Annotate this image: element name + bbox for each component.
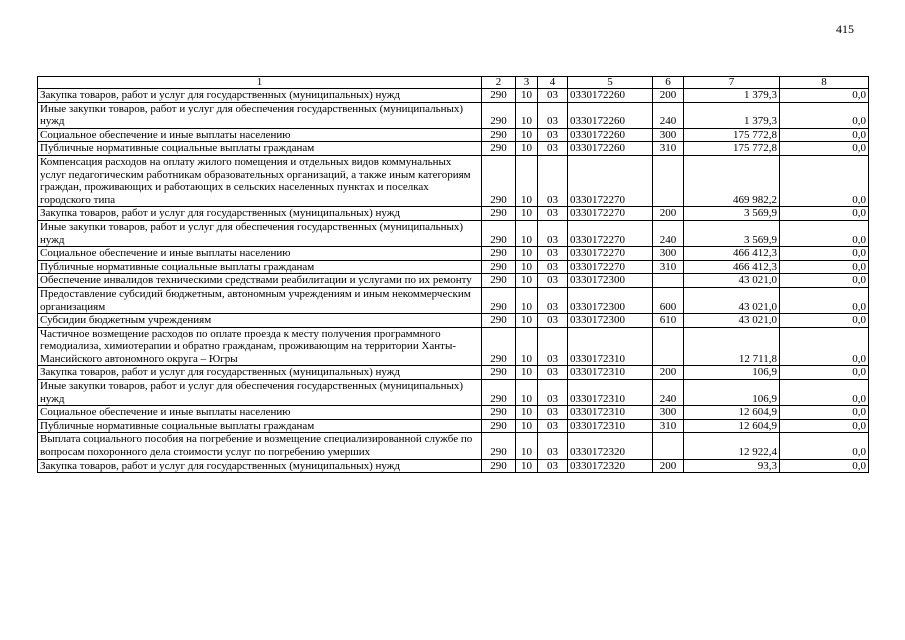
expense-type-cell: 240 [653,102,684,128]
ministry-code-cell: 290 [482,419,516,433]
section-code-cell: 10 [516,433,538,459]
expense-name-cell: Социальное обеспечение и иные выплаты населению [38,128,482,142]
header-row [38,77,869,89]
subsection-code-cell: 03 [538,419,568,433]
ministry-code-cell: 290 [482,314,516,328]
expense-type-cell: 310 [653,260,684,274]
target-article-cell: 0330172310 [568,366,653,380]
expense-name-cell: Иные закупки товаров, работ и услуг для обеспечения государственных (муниципальных) нужд [38,220,482,246]
expense-name-cell: Публичные нормативные социальные выплаты гражданам [38,260,482,274]
amount-cell: 3 569,9 [684,207,780,221]
expense-type-cell [653,327,684,366]
amount-cell: 12 604,9 [684,419,780,433]
section-code-cell: 10 [516,366,538,380]
expense-type-cell [653,433,684,459]
ministry-code-cell: 290 [482,155,516,206]
amount-2-cell: 0,0 [780,380,869,406]
amount-cell: 12 604,9 [684,406,780,420]
subsection-code-cell: 03 [538,142,568,156]
ministry-code-cell: 290 [482,128,516,142]
amount-2-cell: 0,0 [780,142,869,156]
expense-type-cell: 300 [653,406,684,420]
target-article-cell: 0330172310 [568,406,653,420]
table-row [38,260,869,274]
expense-name-cell: Предоставление субсидий бюджетным, автономным учреждениям и иным некоммерческим организациям [38,287,482,313]
ministry-code-cell: 290 [482,366,516,380]
table-row [38,247,869,261]
table-row [38,433,869,459]
target-article-cell: 0330172300 [568,314,653,328]
target-article-cell: 0330172270 [568,207,653,221]
ministry-code-cell: 290 [482,433,516,459]
amount-cell: 43 021,0 [684,274,780,288]
target-article-cell: 0330172310 [568,419,653,433]
table-row [38,220,869,246]
target-article-cell: 0330172260 [568,128,653,142]
subsection-code-cell: 03 [538,327,568,366]
section-code-cell: 10 [516,102,538,128]
ministry-code-cell: 290 [482,260,516,274]
target-article-cell: 0330172270 [568,155,653,206]
subsection-code-cell: 03 [538,287,568,313]
expense-name-cell: Закупка товаров, работ и услуг для государственных (муниципальных) нужд [38,89,482,103]
expense-type-cell: 610 [653,314,684,328]
expense-name-cell: Закупка товаров, работ и услуг для государственных (муниципальных) нужд [38,459,482,473]
ministry-code-cell: 290 [482,89,516,103]
amount-2-cell: 0,0 [780,287,869,313]
table-row [38,102,869,128]
amount-2-cell: 0,0 [780,406,869,420]
target-article-cell: 0330172300 [568,274,653,288]
target-article-cell: 0330172300 [568,287,653,313]
subsection-code-cell: 03 [538,314,568,328]
ministry-code-cell: 290 [482,220,516,246]
expense-type-cell: 310 [653,419,684,433]
section-code-cell: 10 [516,327,538,366]
expense-name-cell: Закупка товаров, работ и услуг для государственных (муниципальных) нужд [38,366,482,380]
amount-cell: 1 379,3 [684,89,780,103]
section-code-cell: 10 [516,314,538,328]
subsection-code-cell: 03 [538,128,568,142]
expense-type-cell: 200 [653,207,684,221]
table-row [38,380,869,406]
ministry-code-cell: 290 [482,327,516,366]
amount-cell: 43 021,0 [684,287,780,313]
amount-2-cell: 0,0 [780,327,869,366]
expense-type-cell: 200 [653,459,684,473]
subsection-code-cell: 03 [538,220,568,246]
subsection-code-cell: 03 [538,247,568,261]
table-row [38,314,869,328]
section-code-cell: 10 [516,459,538,473]
amount-cell: 12 922,4 [684,433,780,459]
target-article-cell: 0330172310 [568,380,653,406]
section-code-cell: 10 [516,247,538,261]
column-header: 6 [653,77,684,89]
expense-type-cell: 200 [653,89,684,103]
target-article-cell: 0330172260 [568,142,653,156]
section-code-cell: 10 [516,406,538,420]
ministry-code-cell: 290 [482,459,516,473]
amount-cell: 93,3 [684,459,780,473]
subsection-code-cell: 03 [538,274,568,288]
amount-cell: 469 982,2 [684,155,780,206]
ministry-code-cell: 290 [482,207,516,221]
expense-type-cell: 300 [653,128,684,142]
ministry-code-cell: 290 [482,287,516,313]
amount-2-cell: 0,0 [780,89,869,103]
section-code-cell: 10 [516,380,538,406]
amount-2-cell: 0,0 [780,220,869,246]
ministry-code-cell: 290 [482,274,516,288]
expense-name-cell: Иные закупки товаров, работ и услуг для обеспечения государственных (муниципальных) нужд [38,380,482,406]
target-article-cell: 0330172260 [568,102,653,128]
table-row [38,366,869,380]
section-code-cell: 10 [516,220,538,246]
amount-2-cell: 0,0 [780,419,869,433]
subsection-code-cell: 03 [538,433,568,459]
subsection-code-cell: 03 [538,459,568,473]
ministry-code-cell: 290 [482,142,516,156]
expense-type-cell: 300 [653,247,684,261]
column-header: 1 [38,77,482,89]
expense-name-cell: Компенсация расходов на оплату жилого помещения и отдельных видов коммунальных услуг педагогическим работникам образовательных организаций, а также иным категориям граждан, проживающих и работающих в сельских населенных пунктах и поселках городского типа [38,155,482,206]
table-row [38,419,869,433]
column-header: 3 [516,77,538,89]
expense-name-cell: Иные закупки товаров, работ и услуг для обеспечения государственных (муниципальных) нужд [38,102,482,128]
expense-name-cell: Частичное возмещение расходов по оплате проезда к месту получения программного гемодиализа, химиотерапии и обратно гражданам, проживающим на территории Ханты-Мансийского автономного округа – Югры [38,327,482,366]
expense-name-cell: Обеспечение инвалидов техническими средствами реабилитации и услугами по их ремонту [38,274,482,288]
amount-2-cell: 0,0 [780,366,869,380]
expense-type-cell [653,274,684,288]
column-header: 4 [538,77,568,89]
expense-name-cell: Публичные нормативные социальные выплаты гражданам [38,419,482,433]
subsection-code-cell: 03 [538,102,568,128]
amount-cell: 12 711,8 [684,327,780,366]
table-row [38,406,869,420]
section-code-cell: 10 [516,128,538,142]
section-code-cell: 10 [516,89,538,103]
amount-cell: 106,9 [684,366,780,380]
expense-name-cell: Социальное обеспечение и иные выплаты населению [38,406,482,420]
amount-cell: 175 772,8 [684,142,780,156]
amount-2-cell: 0,0 [780,459,869,473]
subsection-code-cell: 03 [538,366,568,380]
expense-type-cell: 200 [653,366,684,380]
amount-2-cell: 0,0 [780,314,869,328]
table-row [38,459,869,473]
section-code-cell: 10 [516,419,538,433]
subsection-code-cell: 03 [538,89,568,103]
table-row [38,274,869,288]
target-article-cell: 0330172270 [568,247,653,261]
amount-2-cell: 0,0 [780,207,869,221]
target-article-cell: 0330172320 [568,459,653,473]
expense-name-cell: Закупка товаров, работ и услуг для государственных (муниципальных) нужд [38,207,482,221]
expense-type-cell: 600 [653,287,684,313]
column-header: 2 [482,77,516,89]
column-header: 5 [568,77,653,89]
subsection-code-cell: 03 [538,406,568,420]
amount-cell: 466 412,3 [684,247,780,261]
expense-type-cell: 310 [653,142,684,156]
amount-2-cell: 0,0 [780,128,869,142]
amount-2-cell: 0,0 [780,155,869,206]
column-header: 7 [684,77,780,89]
amount-2-cell: 0,0 [780,247,869,261]
expense-name-cell: Субсидии бюджетным учреждениям [38,314,482,328]
target-article-cell: 0330172320 [568,433,653,459]
target-article-cell: 0330172270 [568,220,653,246]
page-number: 415 [836,22,854,36]
amount-cell: 1 379,3 [684,102,780,128]
amount-2-cell: 0,0 [780,260,869,274]
table-row [38,155,869,206]
budget-table [37,76,869,473]
amount-2-cell: 0,0 [780,102,869,128]
amount-2-cell: 0,0 [780,433,869,459]
amount-cell: 43 021,0 [684,314,780,328]
section-code-cell: 10 [516,207,538,221]
section-code-cell: 10 [516,274,538,288]
expense-type-cell: 240 [653,380,684,406]
subsection-code-cell: 03 [538,155,568,206]
expense-name-cell: Публичные нормативные социальные выплаты гражданам [38,142,482,156]
target-article-cell: 0330172310 [568,327,653,366]
amount-cell: 466 412,3 [684,260,780,274]
subsection-code-cell: 03 [538,380,568,406]
amount-cell: 3 569,9 [684,220,780,246]
table-row [38,142,869,156]
table-row [38,128,869,142]
expense-name-cell: Выплата социального пособия на погребение и возмещение специализированной службе по вопросам похоронного дела стоимости услуг по погребению умерших [38,433,482,459]
ministry-code-cell: 290 [482,380,516,406]
table-body [38,89,869,473]
ministry-code-cell: 290 [482,406,516,420]
section-code-cell: 10 [516,155,538,206]
section-code-cell: 10 [516,287,538,313]
table-row [38,207,869,221]
amount-cell: 106,9 [684,380,780,406]
target-article-cell: 0330172270 [568,260,653,274]
ministry-code-cell: 290 [482,102,516,128]
target-article-cell: 0330172260 [568,89,653,103]
table-row [38,327,869,366]
amount-cell: 175 772,8 [684,128,780,142]
expense-type-cell: 240 [653,220,684,246]
column-header: 8 [780,77,869,89]
expense-type-cell [653,155,684,206]
amount-2-cell: 0,0 [780,274,869,288]
subsection-code-cell: 03 [538,207,568,221]
ministry-code-cell: 290 [482,247,516,261]
expense-name-cell: Социальное обеспечение и иные выплаты населению [38,247,482,261]
subsection-code-cell: 03 [538,260,568,274]
table-row [38,89,869,103]
table-row [38,287,869,313]
section-code-cell: 10 [516,260,538,274]
section-code-cell: 10 [516,142,538,156]
